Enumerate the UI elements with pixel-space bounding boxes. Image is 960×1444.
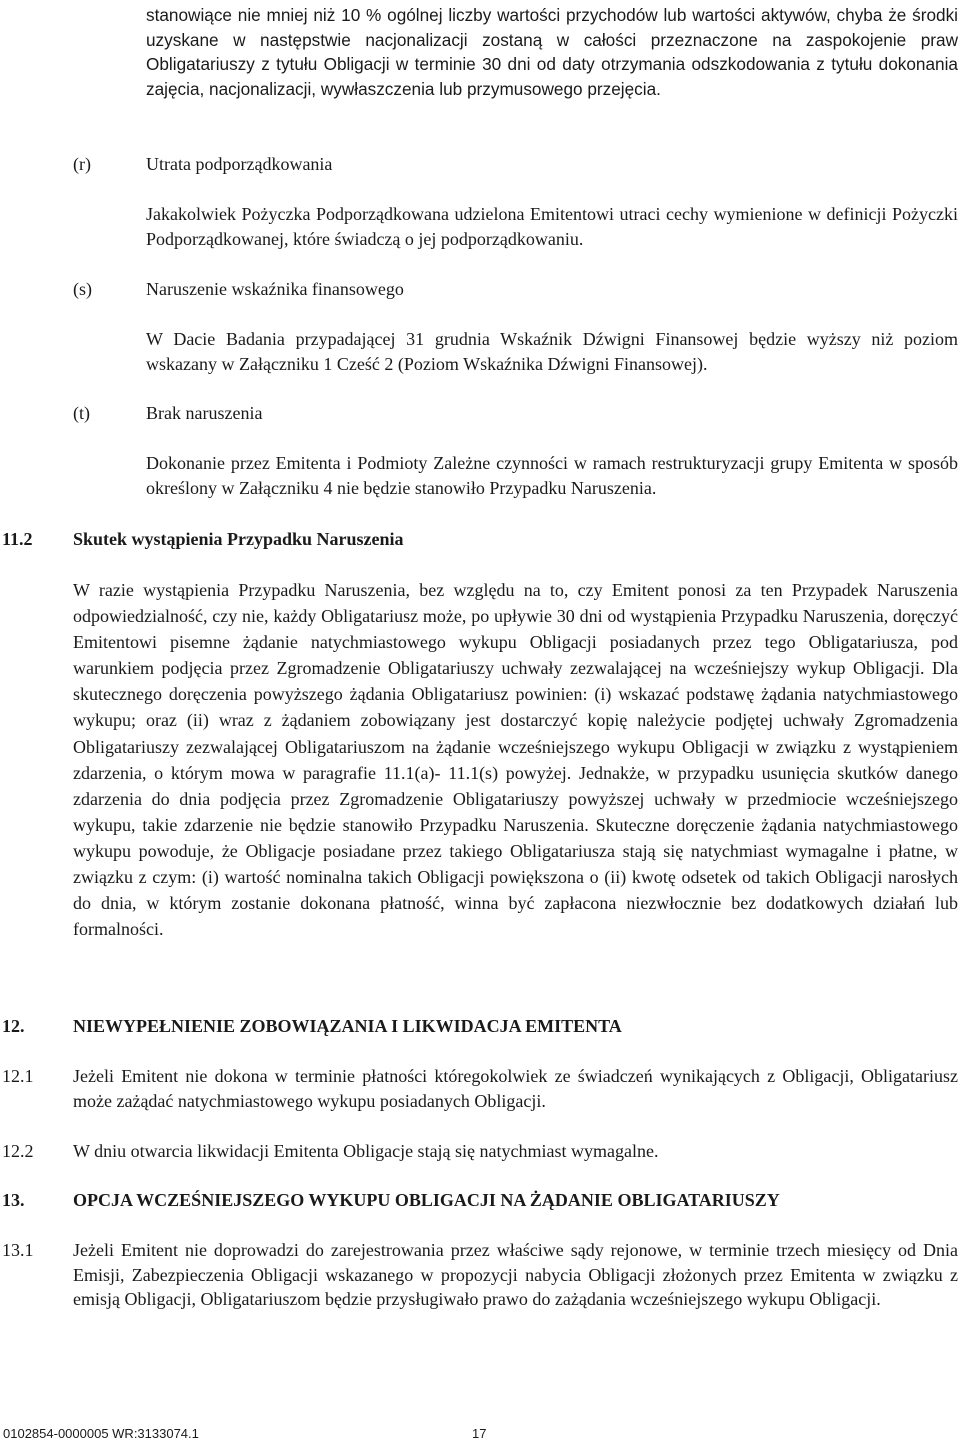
- section-number-13: 13.: [2, 1190, 25, 1210]
- subsection-body-13-1: Jeżeli Emitent nie doprowadzi do zarejestrowania przez właściwe sądy rejonowe, w terminie trzech miesięcy od Dnia Emisji, Zabezpieczenia Obligacji wskazanego w propozycji nabycia Obligacji złożonych przez Emitenta w związku z emisją Obligacji, Obligatariuszom będzie przysługiwało prawo do zażądania wcześniejszego wykupu Obligacji.: [73, 1240, 958, 1310]
- subsection-body-12-1: Jeżeli Emitent nie dokona w terminie płatności któregokolwiek ze świadczeń wynikających z Obligacji, Obligatariusz może zażądać natychmiastowego wykupu posiadanych Obligacji.: [73, 1066, 958, 1111]
- item-label-r: (r): [73, 154, 91, 174]
- section-body-11-2: W razie wystąpienia Przypadku Naruszenia, bez względu na to, czy Emitent ponosi za ten Przypadek Naruszenia odpowiedzialność, czy nie, każdy Obligatariusz może, po upływie 30 dni od wystąpienia Przypadku Naruszenia, doręczyć Emitentowi pisemne żądanie natychmiastowego wykupu Obligacji posiadanych przez tego Obligatariusza, pod warunkiem podjęcia przez Zgromadzenie Obligatariuszy uchwały zezwalającej na wcześniejszy wykup Obligacji. Dla skutecznego doręczenia powyższego żądania Obligatariusz powinien: (i) wskazać podstawę żądania natychmiastowego wykupu; oraz (ii) wraz z żądaniem zobowiązany jest dostarczyć kopię należycie podjętej uchwały Zgromadzenia Obligatariuszy zezwalającej Obligatariuszom na żądanie wcześniejszego wykupu Obligacji w związku z wystąpieniem zdarzenia, o którym mowa w paragrafie 11.1(a)- 11.1(s) powyżej. Jednakże, w przypadku usunięcia skutków danego zdarzenia do dnia podjęcia przez Zgromadzenie Obligatariuszy powyższej uchwały w przedmiocie wcześniejszego wykupu, takie zdarzenie nie będzie stanowiło Przypadku Naruszenia. Skuteczne doręczenie żądania natychmiastowego wykupu powoduje, że Obligacje posiadane przez takiego Obligatariusza stają się natychmiast wymagalne i płatne, w związku z czym: (i) wartość nominalna takich Obligacji powiększona o (ii) kwotę odsetek od takich Obligacji narosłych do dnia, w którym zostanie dokonana płatność, winna być zapłacona niezwłocznie bez dodatkowych działań lub formalności.: [73, 580, 958, 940]
- subsection-number-12-1: 12.1: [2, 1066, 34, 1086]
- subsection-body-12-2: W dniu otwarcia likwidacji Emitenta Obligacje stają się natychmiast wymagalne.: [73, 1141, 659, 1161]
- section-heading-11-2: Skutek wystąpienia Przypadku Naruszenia: [73, 529, 404, 549]
- section-heading-12: NIEWYPEŁNIENIE ZOBOWIĄZANIA I LIKWIDACJA EMITENTA: [73, 1016, 622, 1036]
- item-heading-t: Brak naruszenia: [146, 403, 263, 423]
- item-body-t: Dokonanie przez Emitenta i Podmioty Zależne czynności w ramach restrukturyzacji grupy Emitenta w sposób określony w Załączniku 4 nie będzie stanowiło Przypadku Naruszenia.: [146, 453, 958, 498]
- footer-doc-id: 0102854-0000005 WR:3133074.1: [3, 1426, 199, 1441]
- footer-page-number: 17: [472, 1426, 487, 1441]
- subsection-number-13-1: 13.1: [2, 1240, 34, 1260]
- item-body-r: Jakakolwiek Pożyczka Podporządkowana udzielona Emitentowi utraci cechy wymienione w definicji Pożyczki Podporządkowanej, które świadczą o jej podporządkowaniu.: [146, 204, 958, 249]
- item-label-s: (s): [73, 279, 92, 299]
- item-heading-r: Utrata podporządkowania: [146, 154, 333, 174]
- section-heading-13: OPCJA WCZEŚNIEJSZEGO WYKUPU OBLIGACJI NA ŻĄDANIE OBLIGATARIUSZY: [73, 1190, 780, 1210]
- subsection-number-12-2: 12.2: [2, 1141, 34, 1161]
- item-heading-s: Naruszenie wskaźnika finansowego: [146, 279, 404, 299]
- section-number-11-2: 11.2: [2, 529, 33, 549]
- intro-paragraph: stanowiące nie mniej niż 10 % ogólnej liczby wartości przychodów lub wartości aktywów, chyba że środki uzyskane w następstwie nacjonalizacji zostaną w całości przeznaczone na zaspokojenie praw Obligatariuszy z tytułu Obligacji w terminie 30 dni od daty otrzymania odszkodowania z tytułu dokonania zajęcia, nacjonalizacji, wywłaszczenia lub przymusowego przejęcia.: [146, 5, 958, 99]
- item-label-t: (t): [73, 403, 90, 423]
- section-number-12: 12.: [2, 1016, 25, 1036]
- item-body-s: W Dacie Badania przypadającej 31 grudnia Wskaźnik Dźwigni Finansowej będzie wyższy niż poziom wskazany w Załączniku 1 Cześć 2 (Poziom Wskaźnika Dźwigni Finansowej).: [146, 329, 958, 374]
